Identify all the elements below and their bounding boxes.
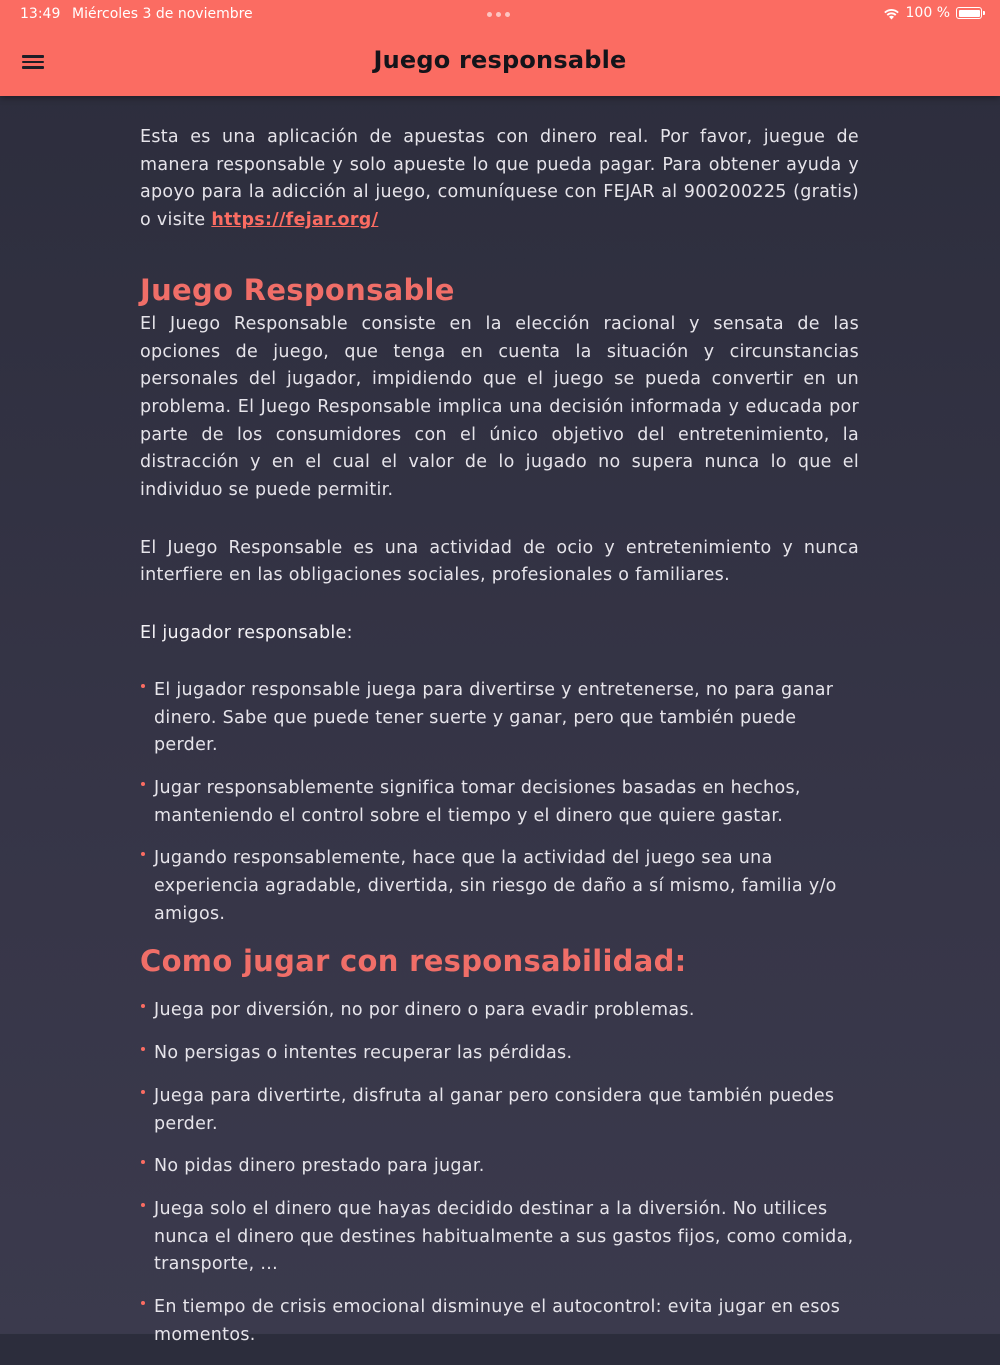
list-item: El jugador responsable juega para divertirse y entretenerse, no para ganar dinero. Sabe que puede tener suerte y ganar, pero que también puede perder. <box>140 677 859 760</box>
status-bar <box>0 0 1000 30</box>
multitasking-dots-icon[interactable] <box>487 12 510 17</box>
fejar-link[interactable]: https://fejar.org/ <box>211 210 379 231</box>
list-item: Jugando responsablemente, hace que la actividad del juego sea una experiencia agradable, divertida, sin riesgo de daño a sí mismo, familia y/o amigos. <box>140 845 859 928</box>
responsible-player-list <box>140 677 859 929</box>
list-item: Juega por diversión, no por dinero o para evadir problemas. <box>140 997 859 1025</box>
paragraph-leisure: El Juego Responsable es una actividad de ocio y entretenimiento y nunca interfiere en las obligaciones sociales, profesionales o familiares. <box>140 537 859 586</box>
app-header <box>0 0 1000 96</box>
section-heading-como-jugar: Como jugar con responsabilidad: <box>140 944 687 979</box>
status-date: Miércoles 3 de noviembre <box>72 6 253 22</box>
section-heading-juego-responsable: Juego Responsable <box>140 272 455 307</box>
wifi-icon <box>883 7 900 20</box>
intro-paragraph <box>140 124 859 235</box>
list-item: Jugar responsablemente significa tomar decisiones basadas en hechos, manteniendo el control sobre el tiempo y el dinero que quiere gastar. <box>140 775 859 830</box>
battery-icon <box>956 7 982 19</box>
status-time: 13:49 <box>20 6 61 22</box>
page-title: Juego responsable <box>373 46 627 74</box>
subheading-jugador: El jugador responsable: <box>140 623 353 644</box>
intro-text: Esta es una aplicación de apuestas con dinero real. Por favor, juegue de manera responsable y solo apueste lo que pueda pagar. Para obtener ayuda y apoyo para la adicción al juego, comuníquese con FEJAR al 900200225 (gratis) o visite <box>140 127 859 231</box>
how-to-play-list <box>140 997 859 1349</box>
list-item: Juega para divertirte, disfruta al ganar pero considera que también puedes perder. <box>140 1083 859 1138</box>
list-item: No persigas o intentes recuperar las pérdidas. <box>140 1040 859 1068</box>
list-item: Juega solo el dinero que hayas decidido destinar a la diversión. No utilices nunca el dinero que destines habitualmente a sus gastos fijos, como comida, transporte, ... <box>140 1196 859 1279</box>
paragraph-definition: El Juego Responsable consiste en la elección racional y sensata de las opciones de juego, que tenga en cuenta la situación y circunstancias personales del jugador, impidiendo que el juego se pueda convertir en un problema. El Juego Responsable implica una decisión informada y educada por parte de los consumidores con el único objetivo del entretenimiento, la distracción y en el cual el valor de lo jugado no supera nunca lo que el individuo se puede permitir. <box>140 313 859 501</box>
battery-percent: 100 % <box>905 5 950 21</box>
main-content <box>140 124 859 1365</box>
status-indicators <box>883 5 982 21</box>
list-item: No pidas dinero prestado para jugar. <box>140 1153 859 1181</box>
list-item: En tiempo de crisis emocional disminuye el autocontrol: evita jugar en esos momentos. <box>140 1294 859 1349</box>
